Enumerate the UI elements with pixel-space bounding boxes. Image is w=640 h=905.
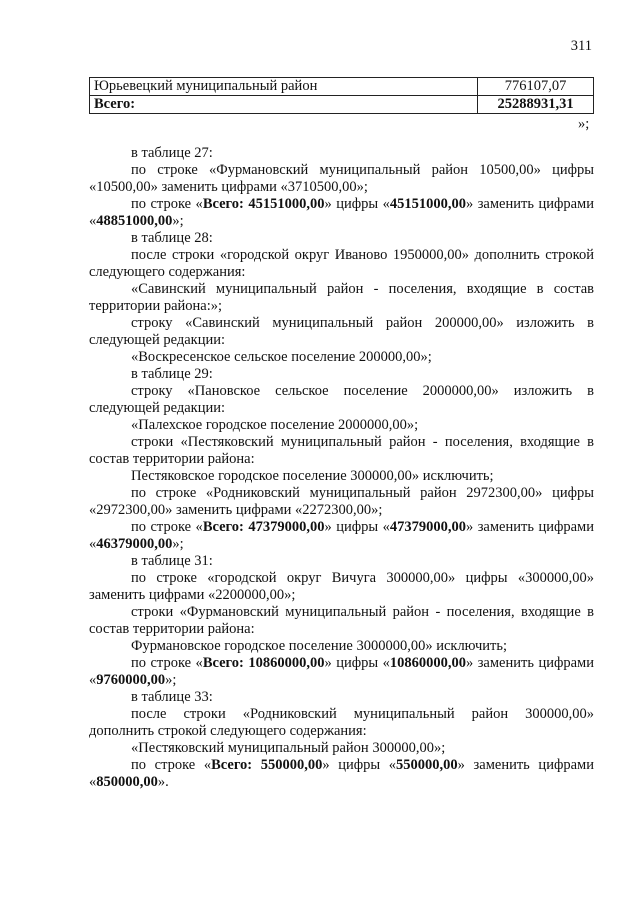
paragraph: «Пестяковский муниципальный район 300000,00»;	[131, 740, 446, 756]
table-27-label: в таблице 27:	[131, 145, 213, 161]
paragraph: строку «Пановское сельское поселение 2000000,00» изложить в следующей редакции:	[89, 383, 594, 416]
paragraph: Фурмановское городское поселение 3000000,00» исключить;	[131, 638, 507, 654]
paragraph: по строке «Фурмановский муниципальный район 10500,00» цифры «10500,00» заменить цифрами «3710500,00»;	[89, 162, 594, 195]
paragraph: строки «Фурмановский муниципальный район - поселения, входящие в состав территории района:	[89, 604, 594, 637]
paragraph: «Воскресенское сельское поселение 200000,00»;	[131, 349, 432, 365]
table-cell-value: 776107,07	[478, 78, 594, 96]
paragraph: строку «Савинский муниципальный район 200000,00» изложить в следующей редакции:	[89, 315, 594, 348]
paragraph: после строки «городской округ Иваново 1950000,00» дополнить строкой следующего содержания:	[89, 247, 594, 280]
table-cell-value: 25288931,31	[478, 96, 594, 114]
table-cell-name: Всего:	[90, 96, 478, 114]
paragraph: «Савинский муниципальный район - поселения, входящие в состав территории района:»;	[89, 281, 594, 314]
paragraph-total: по строке «Всего: 10860000,00» цифры «10860000,00» заменить цифрами «9760000,00»;	[89, 655, 594, 688]
paragraph-total: по строке «Всего: 47379000,00» цифры «47379000,00» заменить цифрами «46379000,00»;	[89, 519, 594, 552]
table-cell-name: Юрьевецкий муниципальный район	[90, 78, 478, 96]
table-31-label: в таблице 31:	[131, 553, 213, 569]
paragraph-total: по строке «Всего: 45151000,00» цифры «45151000,00» заменить цифрами «48851000,00»;	[89, 196, 594, 229]
document-body	[89, 145, 594, 791]
table-33-label: в таблице 33:	[131, 689, 213, 705]
closing-quote: »;	[578, 116, 590, 132]
page-number: 311	[570, 38, 592, 54]
budget-table	[89, 77, 594, 114]
paragraph: по строке «городской округ Вичуга 300000,00» цифры «300000,00» заменить цифрами «2200000,00»;	[89, 570, 594, 603]
paragraph: строки «Пестяковский муниципальный район - поселения, входящие в состав территории района:	[89, 434, 594, 467]
paragraph: Пестяковское городское поселение 300000,00» исключить;	[131, 468, 494, 484]
paragraph: по строке «Родниковский муниципальный район 2972300,00» цифры «2972300,00» заменить цифрами «2272300,00»;	[89, 485, 594, 518]
table-row	[90, 78, 594, 96]
table-row-total	[90, 96, 594, 114]
paragraph: после строки «Родниковский муниципальный район 300000,00» дополнить строкой следующего содержания:	[89, 706, 594, 739]
table-29-label: в таблице 29:	[131, 366, 213, 382]
table-28-label: в таблице 28:	[131, 230, 213, 246]
paragraph: «Палехское городское поселение 2000000,00»;	[131, 417, 419, 433]
paragraph-total: по строке «Всего: 550000,00» цифры «550000,00» заменить цифрами «850000,00».	[89, 757, 594, 790]
